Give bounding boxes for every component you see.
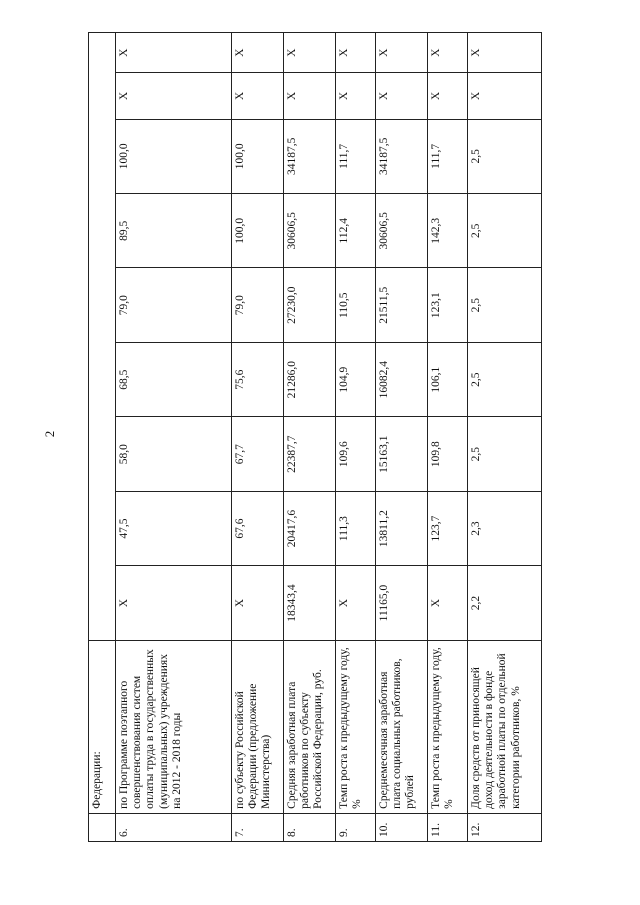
value-cell: X bbox=[336, 73, 376, 119]
value-cell: 89,5 bbox=[116, 194, 232, 268]
row-description-cell: Доля средств от приносящей доход деятельности в фонде заработной платы по отдельной категории работников, % bbox=[468, 640, 542, 813]
value-cell: 21511,5 bbox=[376, 268, 428, 342]
row-description-cell: Темп роста к предыдущему году, % bbox=[336, 640, 376, 813]
value-cell: 2,5 bbox=[468, 194, 542, 268]
value-cell: 104,9 bbox=[336, 342, 376, 416]
value-cell: 68,5 bbox=[116, 342, 232, 416]
value-cell: 142,3 bbox=[428, 194, 468, 268]
header-value-span-cell bbox=[89, 33, 116, 641]
table-body bbox=[116, 33, 542, 842]
row-number-cell: 7. bbox=[232, 813, 284, 841]
value-cell: 2,5 bbox=[468, 268, 542, 342]
value-cell: X bbox=[336, 566, 376, 640]
value-cell: 13811,2 bbox=[376, 491, 428, 565]
row-number-cell: 8. bbox=[284, 813, 336, 841]
value-cell: 110,5 bbox=[336, 268, 376, 342]
value-cell: 15163,1 bbox=[376, 417, 428, 491]
row-description-cell: по Программе поэтапного совершенствования систем оплаты труда в государственных (муниципальных) учреждениях на 2012 - 2018 годы bbox=[116, 640, 232, 813]
value-cell: X bbox=[468, 73, 542, 119]
table-row bbox=[284, 33, 336, 842]
value-cell: X bbox=[116, 33, 232, 73]
row-number-cell: 11. bbox=[428, 813, 468, 841]
value-cell: 2,3 bbox=[468, 491, 542, 565]
row-description-cell: Темп роста к предыдущему году, % bbox=[428, 640, 468, 813]
value-cell: 2,5 bbox=[468, 342, 542, 416]
value-cell: 109,8 bbox=[428, 417, 468, 491]
value-cell: X bbox=[376, 73, 428, 119]
value-cell: 2,5 bbox=[468, 417, 542, 491]
table-row bbox=[232, 33, 284, 842]
value-cell: 112,4 bbox=[336, 194, 376, 268]
value-cell: X bbox=[116, 566, 232, 640]
value-cell: 123,1 bbox=[428, 268, 468, 342]
row-number-cell: 12. bbox=[468, 813, 542, 841]
value-cell: 34187,5 bbox=[376, 119, 428, 193]
value-cell: 100,0 bbox=[232, 119, 284, 193]
rotated-table-container bbox=[88, 32, 528, 842]
table-row bbox=[376, 33, 428, 842]
value-cell: 79,0 bbox=[116, 268, 232, 342]
table-row bbox=[468, 33, 542, 842]
indicator-table bbox=[88, 32, 542, 842]
value-cell: 79,0 bbox=[232, 268, 284, 342]
row-description-cell: по субъекту Российской Федерации (предложение Министерства) bbox=[232, 640, 284, 813]
value-cell: 2,5 bbox=[468, 119, 542, 193]
value-cell: 27230,0 bbox=[284, 268, 336, 342]
value-cell: X bbox=[376, 33, 428, 73]
table-row bbox=[336, 33, 376, 842]
value-cell: X bbox=[284, 73, 336, 119]
value-cell: 47,5 bbox=[116, 491, 232, 565]
value-cell: X bbox=[232, 73, 284, 119]
header-label-cell: Федерации: bbox=[89, 640, 116, 813]
row-number-cell: 6. bbox=[116, 813, 232, 841]
value-cell: 58,0 bbox=[116, 417, 232, 491]
table-row bbox=[116, 33, 232, 842]
page-number: 2 bbox=[42, 430, 57, 438]
table-row bbox=[428, 33, 468, 842]
value-cell: X bbox=[232, 33, 284, 73]
value-cell: X bbox=[336, 33, 376, 73]
value-cell: X bbox=[284, 33, 336, 73]
value-cell: 67,6 bbox=[232, 491, 284, 565]
value-cell: 20417,6 bbox=[284, 491, 336, 565]
rotated-table-wrapper bbox=[88, 32, 528, 842]
value-cell: 34187,5 bbox=[284, 119, 336, 193]
row-number-cell: 9. bbox=[336, 813, 376, 841]
value-cell: 30606,5 bbox=[376, 194, 428, 268]
value-cell: 21286,0 bbox=[284, 342, 336, 416]
value-cell: 2,2 bbox=[468, 566, 542, 640]
value-cell: 30606,5 bbox=[284, 194, 336, 268]
value-cell: X bbox=[428, 33, 468, 73]
value-cell: X bbox=[428, 566, 468, 640]
value-cell: 67,7 bbox=[232, 417, 284, 491]
row-description-cell: Средняя заработная плата работников по субъекту Российской Федерации, руб. bbox=[284, 640, 336, 813]
value-cell: 123,7 bbox=[428, 491, 468, 565]
value-cell: 16082,4 bbox=[376, 342, 428, 416]
value-cell: 106,1 bbox=[428, 342, 468, 416]
value-cell: 111,7 bbox=[336, 119, 376, 193]
value-cell: 11165,0 bbox=[376, 566, 428, 640]
row-description-cell: Среднемесячная заработная плата социальных работников, рублей bbox=[376, 640, 428, 813]
value-cell: 111,7 bbox=[428, 119, 468, 193]
value-cell: 22387,7 bbox=[284, 417, 336, 491]
value-cell: 100,0 bbox=[232, 194, 284, 268]
value-cell: X bbox=[428, 73, 468, 119]
value-cell: 109,6 bbox=[336, 417, 376, 491]
header-num-cell bbox=[89, 813, 116, 841]
table-row-header bbox=[89, 33, 116, 842]
value-cell: 100,0 bbox=[116, 119, 232, 193]
value-cell: 111,3 bbox=[336, 491, 376, 565]
value-cell: 75,6 bbox=[232, 342, 284, 416]
value-cell: 18343,4 bbox=[284, 566, 336, 640]
value-cell: X bbox=[232, 566, 284, 640]
value-cell: X bbox=[468, 33, 542, 73]
value-cell: X bbox=[116, 73, 232, 119]
row-number-cell: 10. bbox=[376, 813, 428, 841]
